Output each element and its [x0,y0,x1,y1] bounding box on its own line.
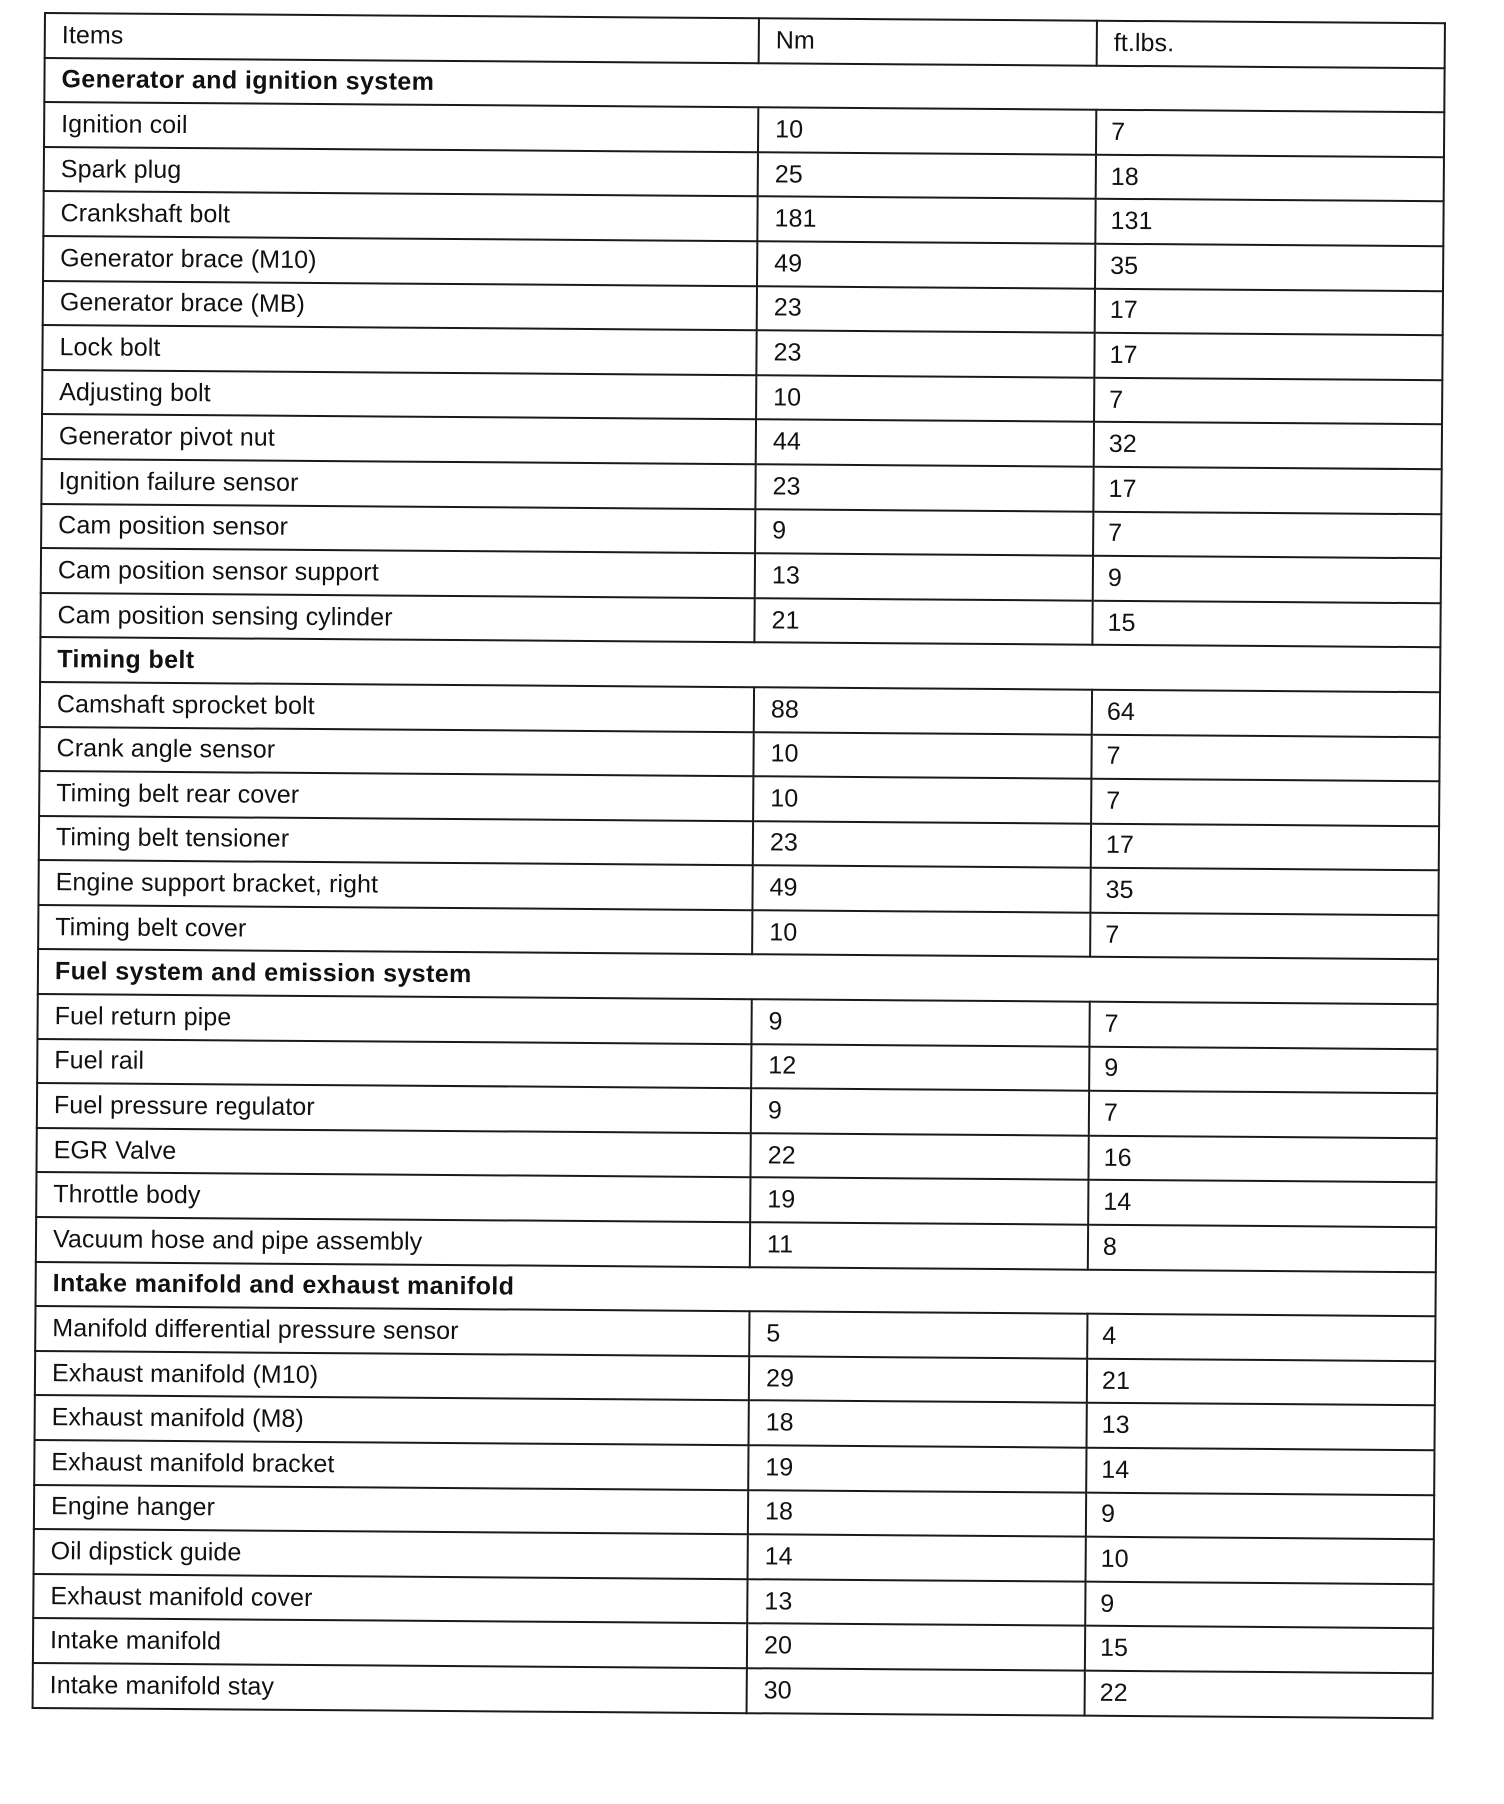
ftlbs-cell: 131 [1095,199,1443,246]
nm-cell: 19 [750,1178,1088,1225]
nm-cell: 11 [750,1222,1088,1269]
header-items: Items [45,13,759,63]
item-cell: Cam position sensor support [41,548,755,598]
table-row [33,1663,1433,1718]
item-cell: Crank angle sensor [39,726,753,776]
nm-cell: 19 [748,1445,1086,1492]
ftlbs-cell: 18 [1096,154,1444,201]
ftlbs-cell: 9 [1086,1492,1434,1539]
nm-cell: 20 [747,1624,1085,1671]
nm-cell: 13 [755,553,1093,600]
ftlbs-cell: 9 [1093,556,1441,603]
nm-cell: 9 [755,509,1093,556]
nm-cell: 23 [757,286,1095,333]
ftlbs-cell: 64 [1092,690,1440,737]
ftlbs-cell: 17 [1094,333,1442,380]
item-cell: Engine hanger [34,1485,748,1535]
item-cell: Engine support bracket, right [38,860,752,910]
ftlbs-cell: 17 [1093,467,1441,514]
nm-cell: 18 [749,1401,1087,1448]
item-cell: Adjusting bolt [42,370,756,420]
section-title: Timing belt [40,637,1440,692]
ftlbs-cell: 7 [1090,913,1438,960]
nm-cell: 10 [752,910,1090,957]
ftlbs-cell: 7 [1089,1002,1437,1049]
ftlbs-cell: 9 [1085,1581,1433,1628]
nm-cell: 25 [758,152,1096,199]
torque-table [32,12,1446,1719]
ftlbs-cell: 35 [1090,868,1438,915]
nm-cell: 22 [750,1133,1088,1180]
nm-cell: 29 [749,1356,1087,1403]
item-cell: Fuel return pipe [37,994,751,1044]
item-cell: Generator brace (MB) [43,281,757,331]
nm-cell: 23 [756,330,1094,377]
item-cell: EGR Valve [36,1128,750,1178]
ftlbs-cell: 10 [1086,1537,1434,1584]
ftlbs-cell: 7 [1093,511,1441,558]
item-cell: Ignition coil [44,102,758,152]
item-cell: Intake manifold [33,1618,747,1668]
item-cell: Vacuum hose and pipe assembly [36,1217,750,1267]
torque-spec-sheet [32,12,1452,1719]
item-cell: Timing belt rear cover [39,771,753,821]
item-cell: Intake manifold stay [33,1663,747,1713]
item-cell: Timing belt cover [38,905,752,955]
item-cell: Ignition failure sensor [41,459,755,509]
header-nm: Nm [759,18,1097,65]
item-cell: Exhaust manifold bracket [34,1440,748,1490]
table-body [33,58,1445,1718]
item-cell: Fuel rail [37,1039,751,1089]
nm-cell: 12 [751,1044,1089,1091]
item-cell: Camshaft sprocket bolt [40,682,754,732]
nm-cell: 21 [754,598,1092,645]
nm-cell: 23 [753,821,1091,868]
ftlbs-cell: 8 [1088,1225,1436,1272]
item-cell: Crankshaft bolt [43,191,757,241]
ftlbs-cell: 9 [1089,1046,1437,1093]
ftlbs-cell: 14 [1088,1180,1436,1227]
nm-cell: 10 [753,776,1091,823]
ftlbs-cell: 15 [1085,1626,1433,1673]
nm-cell: 10 [753,732,1091,779]
item-cell: Fuel pressure regulator [37,1083,751,1133]
item-cell: Cam position sensing cylinder [40,593,754,643]
nm-cell: 23 [755,464,1093,511]
nm-cell: 30 [747,1668,1085,1715]
ftlbs-cell: 7 [1094,377,1442,424]
ftlbs-cell: 21 [1087,1358,1435,1405]
ftlbs-cell: 17 [1095,288,1443,335]
nm-cell: 9 [751,999,1089,1046]
section-title: Fuel system and emission system [38,949,1438,1004]
ftlbs-cell: 32 [1094,422,1442,469]
ftlbs-cell: 15 [1092,600,1440,647]
nm-cell: 10 [758,107,1096,154]
ftlbs-cell: 13 [1087,1403,1435,1450]
item-cell: Exhaust manifold (M10) [35,1351,749,1401]
item-cell: Throttle body [36,1172,750,1222]
item-cell: Oil dipstick guide [34,1529,748,1579]
ftlbs-cell: 16 [1088,1136,1436,1183]
section-title: Generator and ignition system [44,58,1444,113]
nm-cell: 44 [756,420,1094,467]
item-cell: Generator pivot nut [42,414,756,464]
item-cell: Generator brace (M10) [43,236,757,286]
ftlbs-cell: 17 [1091,823,1439,870]
ftlbs-cell: 7 [1096,110,1444,157]
nm-cell: 10 [756,375,1094,422]
nm-cell: 88 [754,687,1092,734]
ftlbs-cell: 14 [1086,1448,1434,1495]
item-cell: Lock bolt [42,325,756,375]
nm-cell: 14 [748,1534,1086,1581]
nm-cell: 181 [757,197,1095,244]
ftlbs-cell: 7 [1091,779,1439,826]
ftlbs-cell: 7 [1089,1091,1437,1138]
nm-cell: 49 [752,865,1090,912]
nm-cell: 5 [749,1311,1087,1358]
ftlbs-cell: 7 [1091,734,1439,781]
item-cell: Cam position sensor [41,504,755,554]
nm-cell: 18 [748,1490,1086,1537]
section-title: Intake manifold and exhaust manifold [36,1262,1436,1317]
ftlbs-cell: 35 [1095,244,1443,291]
nm-cell: 13 [747,1579,1085,1626]
ftlbs-cell: 22 [1085,1671,1433,1718]
item-cell: Exhaust manifold cover [33,1574,747,1624]
header-ftlbs: ft.lbs. [1097,21,1445,68]
item-cell: Spark plug [44,147,758,197]
item-cell: Exhaust manifold (M8) [35,1395,749,1445]
item-cell: Manifold differential pressure sensor [35,1306,749,1356]
ftlbs-cell: 4 [1087,1314,1435,1361]
item-cell: Timing belt tensioner [39,816,753,866]
nm-cell: 9 [751,1088,1089,1135]
nm-cell: 49 [757,241,1095,288]
